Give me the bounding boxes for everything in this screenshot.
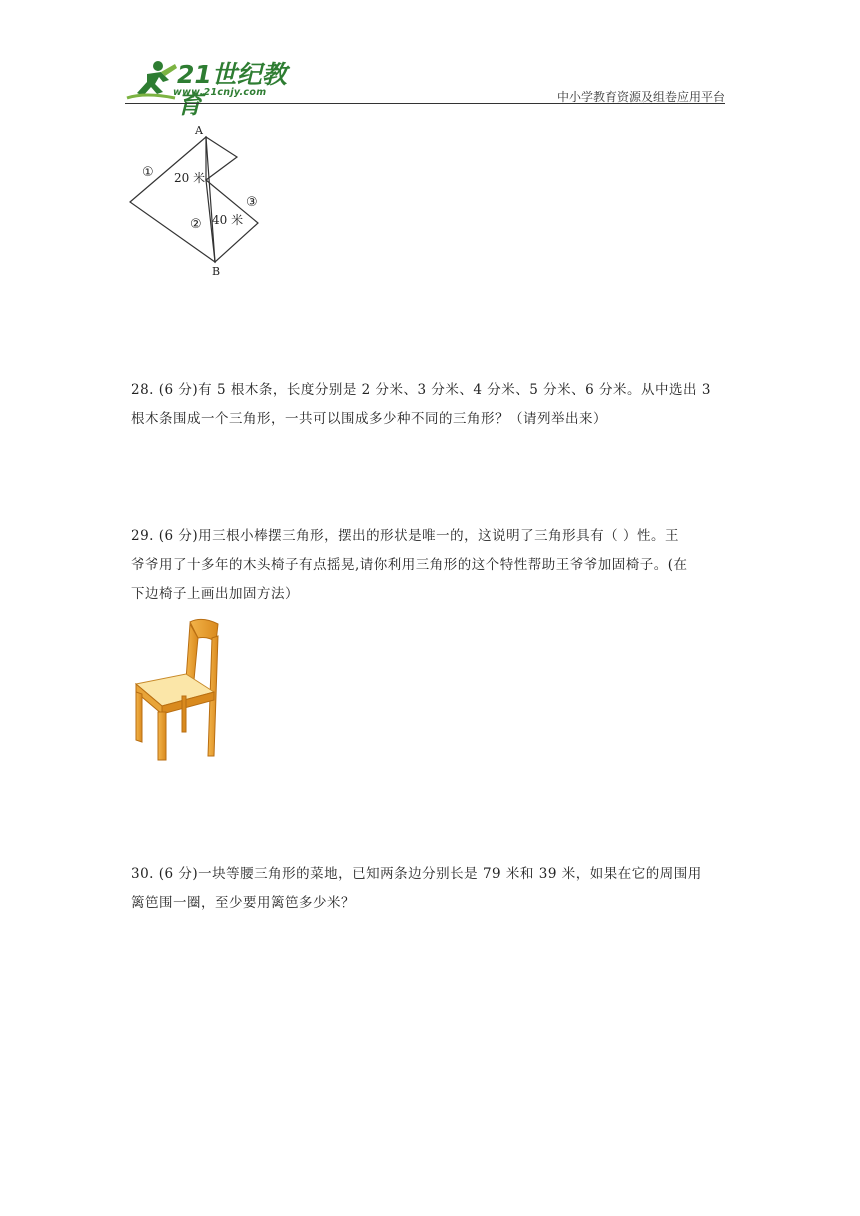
question-30 [131,860,731,918]
logo [125,58,295,119]
left-triangle-shape [130,137,215,262]
logo-url: www.21cnjy.com [173,87,267,98]
label-a: A [195,124,203,137]
geometry-figure [124,120,274,280]
question-29-line-2: 爷爷用了十多年的木头椅子有点摇晃,请你利用三角形的这个特性帮助王爷爷加固椅子。(在 [131,557,688,573]
question-30-line-2: 篱笆围一圈，至少要用篱笆多少米？ [131,895,355,911]
question-28 [131,376,731,434]
label-region-3: ③ [246,195,258,210]
question-29-line-3: 下边椅子上画出加固方法） [131,586,299,602]
label-b: B [212,265,221,278]
label-region-2: ② [190,217,202,232]
question-30-line-1: 30. (6 分)一块等腰三角形的菜地，已知两条边分别长是 79 米和 39 米，如果在它的周围用 [131,866,702,882]
top-small-triangle-shape [206,137,237,180]
question-28-line-1: 28. (6 分)有 5 根木条，长度分别是 2 分米、3 分米、4 分米、5 分米、6 分米。从中选出 3 [131,382,711,398]
logo-text: 21世纪教育 [177,60,287,119]
length-20-label: 20 米 [174,171,206,185]
question-29-line-1: 29. (6 分)用三根小棒摆三角形，摆出的形状是唯一的，这说明了三角形具有（ ）性。王 [131,528,679,544]
header-platform-text: 中小学教育资源及组卷应用平台 [556,90,725,104]
length-40-label: 40 米 [212,213,244,227]
question-29 [131,522,731,609]
question-28-line-2: 根木条围成一个三角形，一共可以围成多少种不同的三角形？（请列举出来） [131,411,607,427]
label-region-1: ① [142,165,154,180]
header-divider [125,103,725,104]
page-header [125,58,725,119]
wooden-chair-illustration [128,614,228,764]
